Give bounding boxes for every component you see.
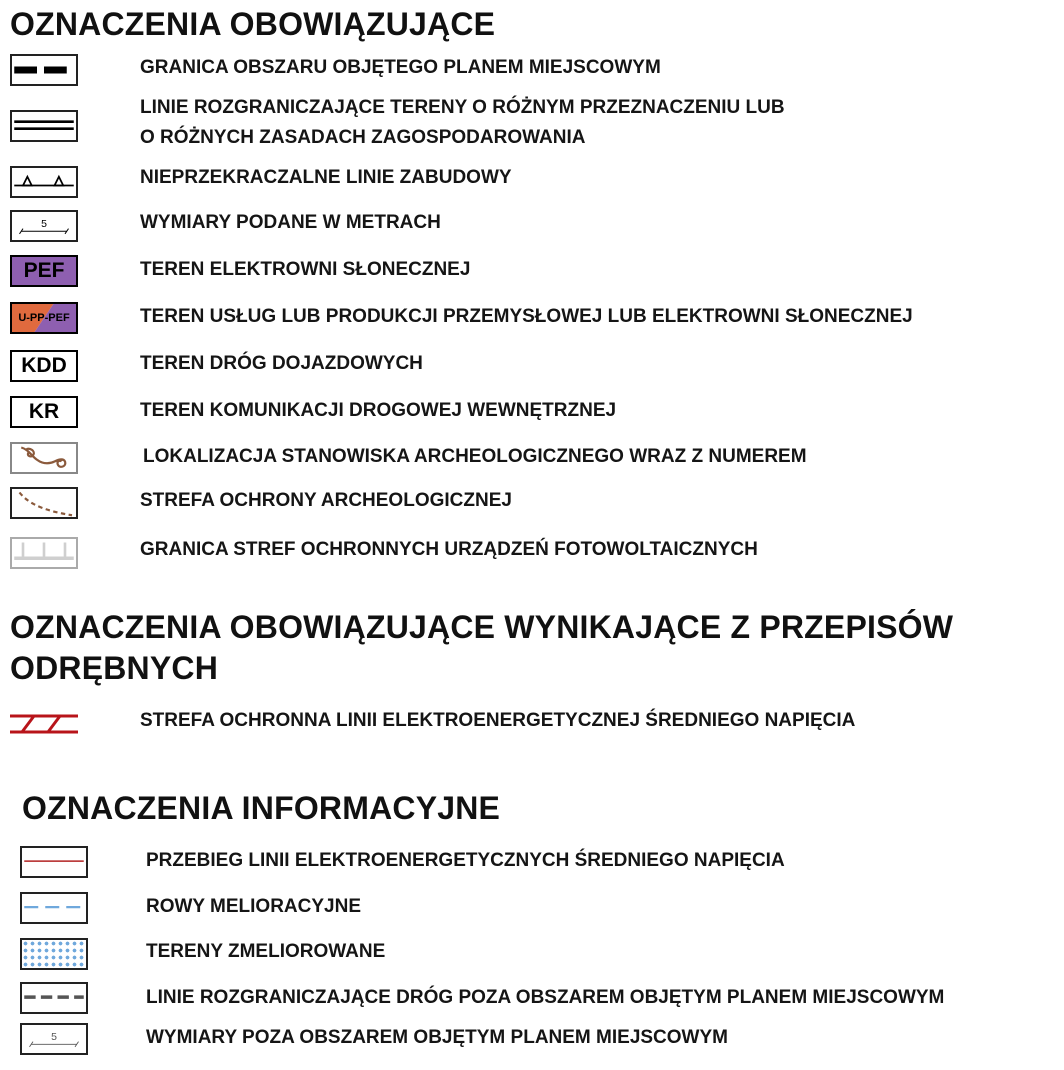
archaeological-zone-arc-icon [12, 489, 76, 517]
section-title-informacyjne: OZNACZENIA INFORMACYJNE [22, 790, 501, 826]
archaeological-site-loop-icon [12, 444, 76, 472]
dimension-value: 5 [41, 217, 47, 230]
legend-label-linie-rozgraniczajace-line1: LINIE ROZGRANICZAJĄCE TERENY O RÓŻNYM PRZEZNACZENIU LUB [140, 97, 785, 118]
blue-dashed-line-symbol [20, 892, 88, 924]
archaeological-zone-symbol [10, 487, 78, 519]
section-title-obowiazujace: OZNACZENIA OBOWIĄZUJĄCE [10, 6, 496, 42]
zone-code-pef: PEF [23, 259, 65, 282]
dimension-outside-symbol [20, 1023, 88, 1055]
zone-code-kdd: KDD [21, 354, 67, 377]
red-thin-line-symbol [20, 846, 88, 878]
legend-label-strefa-ochrony-archeologicznej: STREFA OCHRONY ARCHEOLOGICZNEJ [140, 490, 512, 511]
legend-label-rowy-melioracyjne: ROWY MELIORACYJNE [146, 896, 362, 917]
archaeological-site-symbol [10, 442, 78, 474]
dimension-outside-icon [22, 1025, 86, 1053]
legend-label-strefy-fotowoltaiczne: GRANICA STREF OCHRONNYCH URZĄDZEŃ FOTOWOLTAICZNYCH [140, 539, 758, 560]
dimension-line-icon [12, 212, 76, 240]
legend-label-wymiary-poza: WYMIARY POZA OBSZAREM OBJĘTYM PLANEM MIEJSCOWYM [146, 1027, 728, 1048]
dimension-outside-value: 5 [51, 1030, 57, 1043]
triangle-building-line-symbol [10, 166, 78, 198]
power-line-protection-zone-symbol [10, 708, 78, 740]
section-title-przepisy-line1: OZNACZENIA OBOWIĄZUJĄCE WYNIKAJĄCE Z PRZEPISÓW [10, 609, 954, 645]
legend-label-przebieg-linii: PRZEBIEG LINII ELEKTROENERGETYCZNYCH ŚREDNIEGO NAPIĘCIA [146, 850, 785, 871]
zone-code-kdd-symbol [10, 350, 78, 382]
zone-code-u-pp-pef: U-PP-PEF [18, 312, 70, 324]
double-line-symbol [10, 110, 78, 142]
zone-code-kr: KR [28, 400, 60, 423]
dashed-boundary-line-symbol [10, 54, 78, 86]
legend-label-tereny-zmeliorowane: TERENY ZMELIOROWANE [146, 941, 386, 962]
power-line-route-icon [22, 848, 86, 876]
dashed-boundary-line-icon [12, 56, 76, 84]
drainage-ditch-icon [22, 894, 86, 922]
road-boundary-outside-icon [22, 984, 86, 1012]
legend-label-drog-dojazdowych: TEREN DRÓG DOJAZDOWYCH [140, 353, 423, 374]
legend-label-wymiary: WYMIARY PODANE W METRACH [140, 212, 441, 233]
pv-boundary-icon [12, 539, 76, 567]
triangle-building-line-icon [12, 168, 76, 196]
power-line-zone-icon [10, 708, 78, 740]
pv-protection-boundary-symbol [10, 537, 78, 569]
legend-label-stanowisko-archeologiczne: LOKALIZACJA STANOWISKA ARCHEOLOGICZNEGO WRAZ Z NUMEREM [143, 446, 807, 467]
legend-label-komunikacji-drogowej: TEREN KOMUNIKACJI DROGOWEJ WEWNĘTRZNEJ [140, 400, 617, 421]
legend-label-linie-rozgraniczajace-line2: O RÓŻNYCH ZASADACH ZAGOSPODAROWANIA [140, 127, 586, 148]
blue-dotted-area-symbol [20, 938, 88, 970]
zone-code-u-pp-pef-symbol [10, 302, 78, 334]
legend-label-elektrowni: TEREN ELEKTROWNI SŁONECZNEJ [140, 259, 471, 280]
double-line-icon [12, 112, 76, 140]
legend-label-uslug-produkcji: TEREN USŁUG LUB PRODUKCJI PRZEMYSŁOWEJ LUB ELEKTROWNI SŁONECZNEJ [140, 306, 913, 327]
legend-label-linie-drog-poza: LINIE ROZGRANICZAJĄCE DRÓG POZA OBSZAREM OBJĘTYM PLANEM MIEJSCOWYM [146, 987, 945, 1008]
legend-label-linie-zabudowy: NIEPRZEKRACZALNE LINIE ZABUDOWY [140, 167, 512, 188]
grey-dashed-line-symbol [20, 982, 88, 1014]
section-title-przepisy-line2: ODRĘBNYCH [10, 650, 219, 686]
legend-label-strefa-ochronna-linii: STREFA OCHRONNA LINII ELEKTROENERGETYCZNEJ ŚREDNIEGO NAPIĘCIA [140, 710, 856, 731]
zone-code-kr-symbol [10, 396, 78, 428]
dimension-line-symbol [10, 210, 78, 242]
zone-code-pef-symbol [10, 255, 78, 287]
legend-label-granica-obszaru: GRANICA OBSZARU OBJĘTEGO PLANEM MIEJSCOWYM [140, 57, 661, 78]
